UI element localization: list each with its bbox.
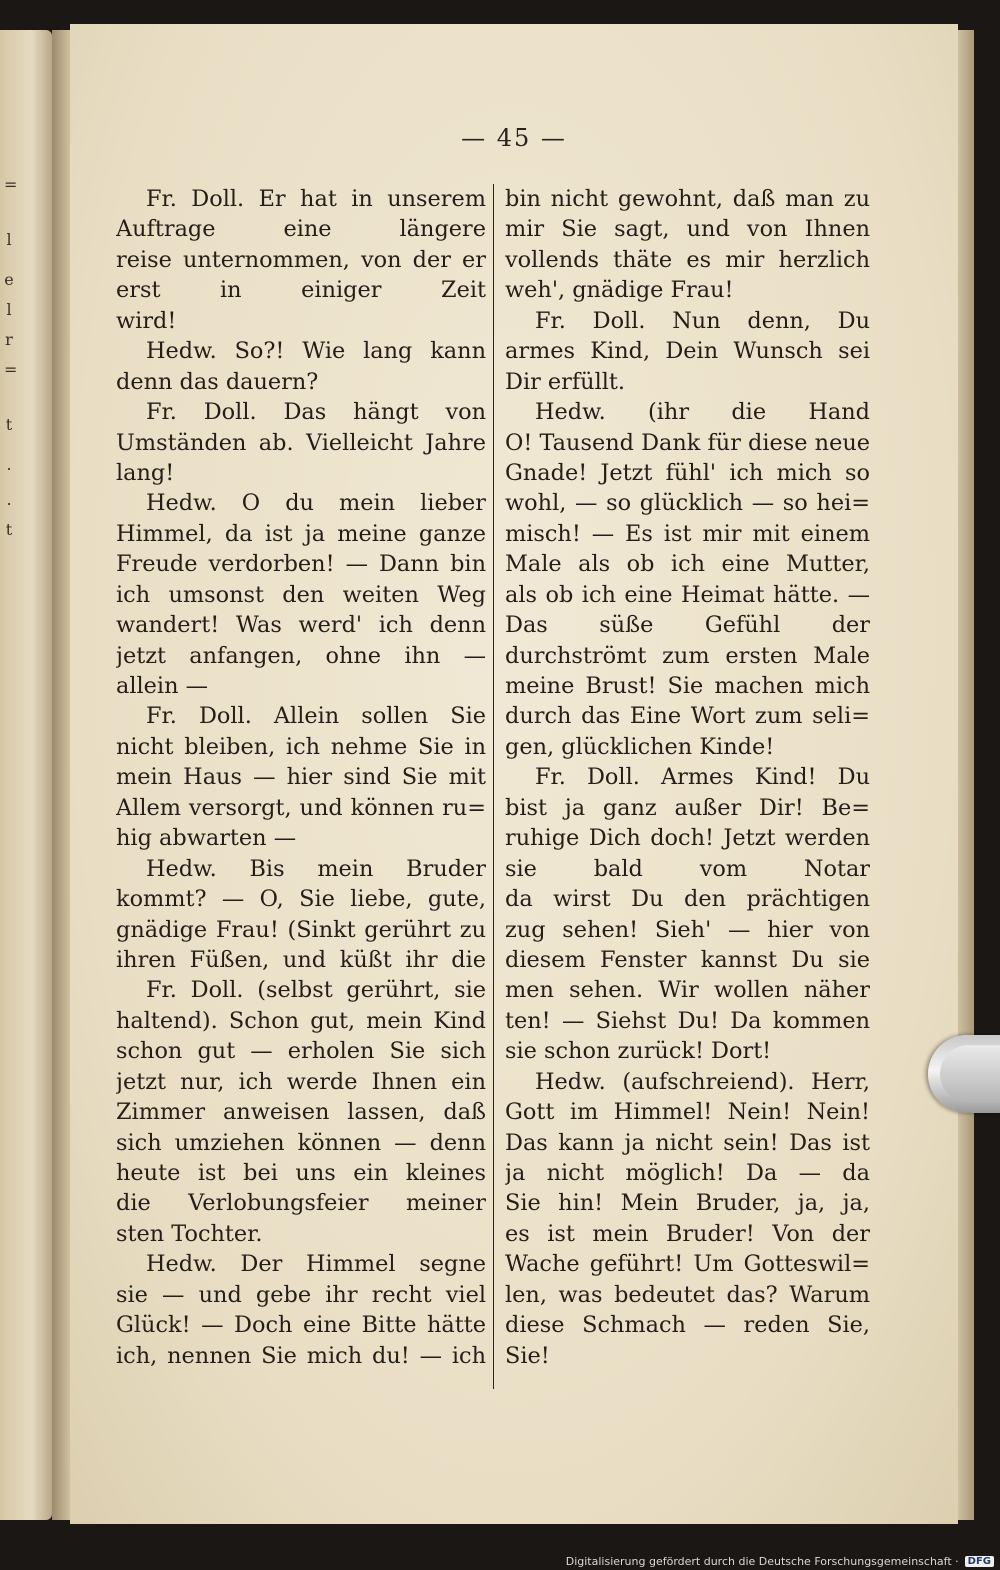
text-column-right xyxy=(505,184,870,1371)
page-clip xyxy=(928,1035,1000,1113)
text-line: weh', gnädige Frau! xyxy=(505,277,734,304)
text-line: hig abwarten — xyxy=(116,825,297,852)
text-line: diesem Fenster kannst Du sie xyxy=(505,946,870,973)
text-line: Hedw. (aufschreiend). Herr, xyxy=(535,1068,870,1095)
dfg-logo: DFG xyxy=(965,1556,994,1567)
text-line: Hedw. (ihr die Hand xyxy=(535,399,870,426)
text-line: Allem versorgt, und können ru= xyxy=(116,794,486,821)
text-line: Fr. Doll. Er hat in unserem xyxy=(146,186,486,212)
left-page-fragment: l xyxy=(6,230,12,249)
text-line: Auftrage eine längere xyxy=(116,216,486,243)
left-page-fragment: = xyxy=(4,360,18,379)
text-line: wandert! Was werd' ich denn xyxy=(116,612,486,639)
left-page-fragment: t xyxy=(5,520,13,539)
text-line: Hedw. O du mein lieber xyxy=(146,490,486,517)
text-line: mir Sie sagt, und von Ihnen xyxy=(505,216,870,243)
text-line: bist ja ganz außer Dir! Be= xyxy=(505,794,870,821)
text-line: sie bald vom Notar xyxy=(505,855,870,882)
text-line: haltend). Schon gut, mein Kind xyxy=(116,1007,486,1034)
text-line: ich umsonst den weiten Weg xyxy=(116,581,486,608)
page-number: — 45 — xyxy=(461,124,567,152)
text-line: kommt? — O, Sie liebe, gute, xyxy=(116,886,486,913)
text-line: zug sehen! Sieh' — hier von xyxy=(505,916,870,943)
digitization-credit xyxy=(566,1555,994,1568)
text-line: Gott im Himmel! Nein! Nein! xyxy=(505,1099,870,1126)
text-line: bin nicht gewohnt, daß man zu xyxy=(505,186,870,212)
text-line: jetzt nur, ich werde Ihnen ein xyxy=(116,1068,486,1095)
text-line: Das kann ja nicht sein! Das ist xyxy=(505,1129,870,1156)
text-line: Fr. Doll. Allein sollen Sie xyxy=(146,703,486,730)
left-page-fragment: e xyxy=(4,270,14,289)
text-line: Sie hin! Mein Bruder, ja, ja, xyxy=(505,1190,870,1217)
page-stack-edge xyxy=(958,30,974,1520)
text-line: die Verlobungsfeier meiner xyxy=(116,1190,486,1217)
text-line: Fr. Doll. Das hängt von xyxy=(146,399,486,426)
left-page-fragment: . xyxy=(6,490,12,509)
previous-page-edge xyxy=(0,30,52,1520)
text-line: O! Tausend Dank für diese neue xyxy=(505,429,870,456)
text-line: schon gut — erholen Sie sich xyxy=(116,1038,486,1065)
column-divider xyxy=(493,184,494,1389)
text-line: len, was bedeutet das? Warum xyxy=(505,1281,870,1308)
left-page-fragment: l xyxy=(6,300,12,319)
text-line: Umständen ab. Vielleicht Jahre xyxy=(116,429,486,456)
text-line: Hedw. Der Himmel segne xyxy=(146,1251,486,1278)
text-line: Male als ob ich eine Mutter, xyxy=(505,551,870,578)
text-line: es ist mein Bruder! Von der xyxy=(505,1220,870,1247)
text-line: ten! — Siehst Du! Da kommen xyxy=(505,1007,870,1034)
text-line: Dir erfüllt. xyxy=(505,368,626,395)
text-line: Das süße Gefühl der xyxy=(505,612,870,639)
text-line: sie — und gebe ihr recht viel xyxy=(116,1281,486,1308)
text-line: armes Kind, Dein Wunsch sei xyxy=(505,338,870,365)
credit-text: Digitalisierung gefördert durch die Deutsche Forschungsgemeinschaft · xyxy=(565,1555,959,1568)
text-line: ja nicht möglich! Da — da xyxy=(505,1160,870,1186)
text-line: sich umziehen können — denn xyxy=(116,1129,486,1156)
text-line: ihren Füßen, und küßt ihr die xyxy=(116,946,486,973)
text-line: Glück! — Doch eine Bitte hätte xyxy=(116,1312,486,1339)
text-line: Himmel, da ist ja meine ganze xyxy=(116,520,486,547)
text-line: nicht bleiben, ich nehme Sie in xyxy=(116,733,486,760)
text-line: allein — xyxy=(116,673,209,699)
text-line: men sehen. Wir wollen näher xyxy=(505,977,870,1004)
text-line: mein Haus — hier sind Sie mit xyxy=(116,764,486,791)
text-line: misch! — Es ist mir mit einem xyxy=(505,520,870,547)
text-line: lang! xyxy=(116,459,175,486)
text-line: vollends thäte es mir herzlich xyxy=(505,246,870,273)
text-line: als ob ich eine Heimat hätte. — xyxy=(505,581,870,608)
text-line: durch das Eine Wort zum seli= xyxy=(505,703,870,730)
text-line: erst in einiger Zeit xyxy=(116,277,486,304)
text-line: jetzt anfangen, ohne ihn — xyxy=(116,642,486,669)
text-line: Fr. Doll. Armes Kind! Du xyxy=(535,764,870,791)
text-line: sten Tochter. xyxy=(116,1220,263,1247)
text-line: Zimmer anweisen lassen, daß xyxy=(116,1099,486,1126)
text-line: ruhige Dich doch! Jetzt werden xyxy=(505,825,870,852)
text-line: gen, glücklichen Kinde! xyxy=(505,733,775,760)
text-line: Fr. Doll. Nun denn, Du xyxy=(535,307,870,334)
text-column-left xyxy=(116,184,486,1371)
text-line: Gnade! Jetzt fühl' ich mich so xyxy=(505,459,870,486)
text-line: sie schon zurück! Dort! xyxy=(505,1038,772,1065)
left-page-fragment: r xyxy=(5,330,13,349)
text-line: ich, nennen Sie mich du! — ich xyxy=(116,1342,486,1369)
text-line: reise unternommen, von der er xyxy=(116,246,486,273)
text-line: Freude verdorben! — Dann bin xyxy=(116,551,486,578)
text-line: diese Schmach — reden Sie, xyxy=(505,1312,870,1339)
text-line: wird! xyxy=(116,307,177,334)
text-line: Hedw. So?! Wie lang kann xyxy=(146,338,486,365)
text-line: denn das dauern? xyxy=(116,368,319,395)
left-page-fragment: . xyxy=(6,455,12,474)
text-line: Hedw. Bis mein Bruder xyxy=(146,855,486,882)
text-line: durchströmt zum ersten Male xyxy=(505,642,870,669)
text-line: Wache geführt! Um Gotteswil= xyxy=(505,1251,870,1278)
text-line: Sie! xyxy=(505,1342,550,1369)
text-line: heute ist bei uns ein kleines xyxy=(116,1160,486,1186)
text-line: wohl, — so glücklich — so hei= xyxy=(505,490,870,517)
text-line: da wirst Du den prächtigen xyxy=(505,886,870,913)
left-page-fragment: t xyxy=(5,415,13,434)
text-line: Fr. Doll. (selbst gerührt, sie xyxy=(146,977,486,1004)
text-line: gnädige Frau! (Sinkt gerührt zu xyxy=(116,916,486,943)
text-line: meine Brust! Sie machen mich xyxy=(505,673,870,699)
book-page xyxy=(70,24,958,1524)
book-gutter xyxy=(52,30,72,1520)
left-page-fragment: = xyxy=(4,175,18,194)
